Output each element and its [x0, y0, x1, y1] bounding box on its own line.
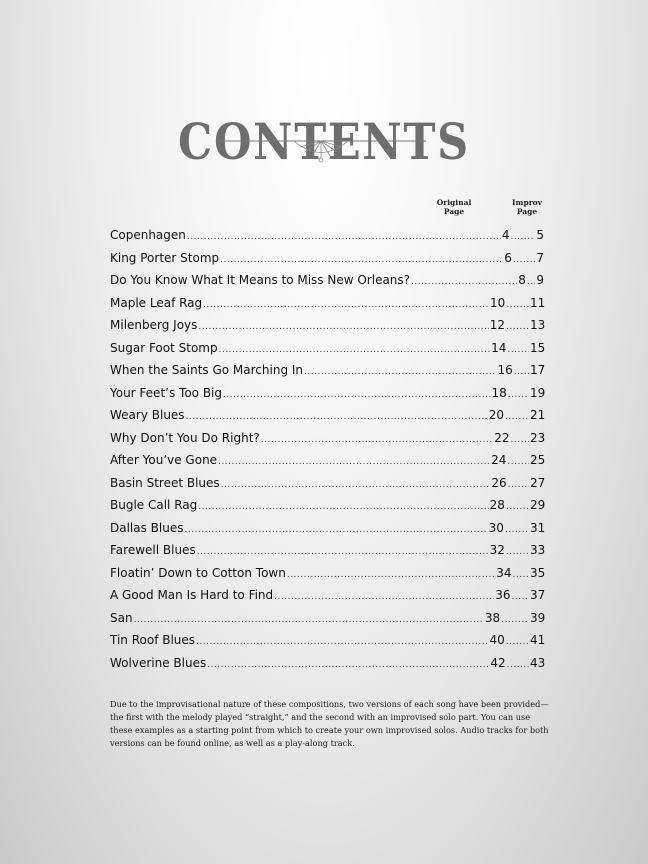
dot-leader [287, 570, 495, 580]
original-page-number: 38 [484, 610, 501, 625]
dot-leader [134, 615, 484, 625]
dot-leader [274, 592, 494, 602]
dot-leader [512, 570, 529, 580]
dot-leader [304, 367, 496, 377]
toc-entry[interactable] [110, 408, 544, 431]
improv-page-number: 9 [536, 273, 544, 287]
song-title: Maple Leaf Rag [110, 295, 203, 310]
dot-leader [185, 525, 488, 535]
dot-leader [514, 367, 529, 377]
toc-entry[interactable] [110, 228, 544, 251]
song-title: Sugar Foot Stomp [110, 340, 218, 355]
dot-leader [198, 502, 488, 512]
dot-leader [506, 547, 529, 557]
song-title: Milenberg Joys [110, 318, 198, 332]
toc-entry[interactable] [110, 633, 544, 656]
improv-page-number: 35 [530, 565, 546, 580]
toc-entry[interactable] [110, 273, 544, 296]
dot-leader [527, 277, 535, 287]
original-page-number: 40 [489, 633, 505, 647]
original-page-number: 12 [489, 318, 505, 332]
dot-leader [207, 660, 489, 670]
improv-page-number: 39 [530, 610, 546, 625]
dot-leader [221, 480, 491, 490]
dot-leader [506, 322, 529, 332]
original-page-number: 8 [518, 273, 526, 287]
toc-entry[interactable] [110, 476, 544, 499]
dot-leader [507, 457, 529, 467]
dot-leader [505, 412, 529, 422]
song-title: A Good Man Is Hard to Find [110, 588, 274, 602]
song-title: Tin Roof Blues [110, 633, 196, 647]
dot-leader [261, 435, 493, 445]
original-page-number: 24 [491, 453, 507, 467]
improv-page-number: 5 [536, 228, 544, 242]
original-page-number: 28 [489, 498, 505, 512]
dot-leader [505, 525, 529, 535]
dot-leader [513, 255, 535, 265]
original-page-number: 4 [501, 228, 510, 242]
toc-entry[interactable] [110, 296, 544, 319]
improv-page-number: 27 [530, 475, 546, 490]
dot-leader [501, 615, 529, 625]
improv-page-number: 37 [530, 588, 546, 602]
original-page-number: 34 [496, 565, 512, 580]
toc-entry[interactable] [110, 521, 544, 544]
original-page-number: 18 [491, 385, 507, 400]
original-page-number: 14 [491, 340, 507, 355]
dot-leader [506, 300, 529, 310]
table-of-contents [110, 228, 544, 678]
improv-page-number: 21 [530, 408, 546, 422]
improv-page-number: 15 [530, 340, 546, 355]
song-title: Your Feet’s Too Big [110, 385, 223, 400]
song-title: Dallas Blues [110, 520, 184, 535]
dot-leader [506, 502, 529, 512]
dot-leader [203, 300, 489, 310]
song-title: When the Saints Go Marching In [110, 363, 304, 377]
dot-leader [223, 390, 490, 400]
improv-page-number: 17 [530, 363, 546, 377]
toc-entry[interactable] [110, 318, 544, 341]
dot-leader [198, 322, 488, 332]
toc-entry[interactable] [110, 363, 544, 386]
original-page-number: 22 [494, 430, 510, 445]
improv-page-number: 41 [530, 633, 546, 647]
song-title: Do You Know What It Means to Miss New Orleans? [110, 273, 411, 287]
dot-leader [197, 547, 489, 557]
toc-entry[interactable] [110, 543, 544, 566]
toc-entry[interactable] [110, 656, 544, 679]
improv-page-number: 23 [530, 430, 546, 445]
song-title: Bugle Call Rag [110, 498, 198, 512]
improv-page-number: 11 [530, 295, 546, 310]
dot-leader [512, 592, 529, 602]
intro-note: Due to the improvisational nature of these compositions, two versions of each song have been provided—the first with the melody played “straight,” and the second with an improvised solo part. You can use these examples as a starting point from which to create your own improvised solos. Audio tracks for both versions can be found online, as well as a play-along track. [110, 699, 549, 748]
song-title: Weary Blues [110, 408, 185, 422]
dot-leader [511, 435, 529, 445]
improv-page-number: 33 [530, 543, 546, 557]
dot-leader [508, 480, 529, 490]
original-page-number: 36 [495, 588, 511, 602]
improv-page-number: 43 [530, 655, 546, 670]
song-title: San [110, 610, 133, 625]
sunburst-ornament [216, 138, 426, 166]
toc-entry[interactable] [110, 611, 544, 634]
dot-leader [187, 232, 501, 242]
song-title: After You’ve Gone [110, 453, 218, 467]
improv-page-number: 29 [530, 498, 546, 512]
original-page-number: 16 [497, 363, 513, 377]
dot-leader [510, 232, 535, 242]
song-title: Floatin’ Down to Cotton Town [110, 565, 286, 580]
song-title: Copenhagen [110, 228, 186, 242]
improv-page-number: 25 [530, 453, 546, 467]
toc-entry[interactable] [110, 566, 544, 589]
original-page-header: Original Page [436, 198, 472, 216]
dot-leader [508, 390, 529, 400]
toc-entry[interactable] [110, 431, 544, 454]
original-page-number: 30 [488, 520, 504, 535]
toc-entry[interactable] [110, 251, 544, 274]
original-page-number: 32 [489, 543, 505, 557]
dot-leader [186, 412, 488, 422]
toc-entry[interactable] [110, 453, 544, 476]
dot-leader [196, 637, 488, 647]
song-title: Wolverine Blues [110, 655, 207, 670]
toc-entry[interactable] [110, 498, 544, 521]
toc-entry[interactable] [110, 588, 544, 611]
improv-page-header: Improv Page [512, 198, 542, 216]
toc-entry[interactable] [110, 386, 544, 409]
dot-leader [507, 345, 529, 355]
dot-leader [219, 345, 491, 355]
original-page-number: 6 [504, 250, 512, 265]
improv-page-number: 19 [530, 385, 546, 400]
dot-leader [411, 277, 517, 287]
dot-leader [507, 660, 529, 670]
song-title: Basin Street Blues [110, 475, 220, 490]
improv-page-number: 7 [536, 250, 544, 265]
page-title: CONTENTS [178, 111, 470, 171]
original-page-number: 20 [488, 408, 505, 422]
original-page-number: 26 [491, 475, 507, 490]
dot-leader [506, 637, 529, 647]
toc-entry[interactable] [110, 341, 544, 364]
original-page-number: 10 [490, 295, 506, 310]
song-title: Farewell Blues [110, 543, 196, 557]
song-title: Why Don’t You Do Right? [110, 430, 260, 445]
improv-page-number: 13 [530, 318, 546, 332]
dot-leader [220, 255, 503, 265]
song-title: King Porter Stomp [110, 250, 220, 265]
original-page-number: 42 [490, 655, 506, 670]
improv-page-number: 31 [530, 520, 546, 535]
dot-leader [218, 457, 490, 467]
